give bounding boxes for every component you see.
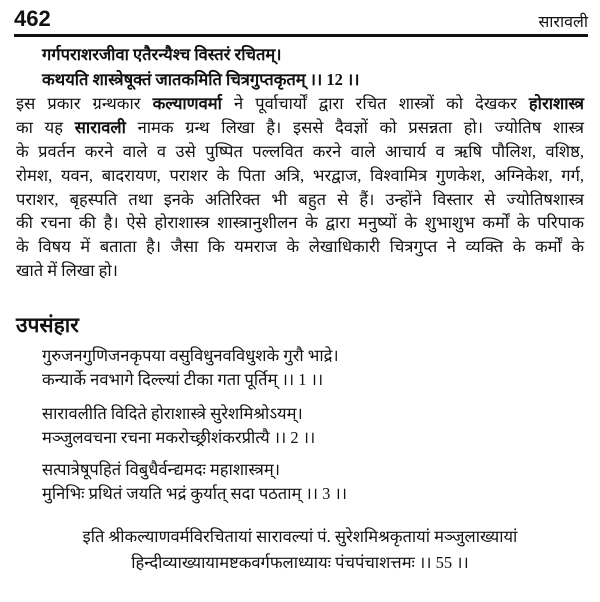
- paragraph-line: के विषय में बताता है। जैसा कि यमराज के लेखाधिकारी चित्रगुप्त ने व्यक्ति के कर्मों के: [16, 237, 584, 256]
- paragraph-line: इस प्रकार ग्रन्थकार कल्याणवर्मा ने पूर्वाचार्यों द्वारा रचित शास्त्रों को देखकर होराशास्त्र: [16, 94, 584, 113]
- verse-line: सत्पात्रेषूपहितं विबुधैर्वन्द्यमदः महाशास्त्रम्।: [42, 460, 280, 479]
- section-heading: उपसंहार: [16, 313, 79, 337]
- verse-line: कन्यार्के नवभागे दिल्ल्यां टीका गता पूर्तिम् ।। 1 ।।: [42, 370, 324, 389]
- paragraph-line: का यह सारावली नामक ग्रन्थ लिखा है। इससे दैवज्ञों को प्रसन्नता हो। ज्योतिष शास्त्र: [16, 118, 585, 137]
- verse-line: कथयति शास्त्रेषूक्तं जातकमिति चित्रगुप्तकृतम् ।। 12 ।।: [42, 70, 360, 89]
- running-title: सारावली: [538, 14, 588, 31]
- page-header: [14, 4, 588, 37]
- paragraph-line: खाते में लिखा हो।: [16, 261, 118, 280]
- verse-line: गुरुजनगुणिजनकृपया वसुविधुनवविधुशके गुरौ भाद्रे।: [42, 346, 339, 365]
- verse-line: गर्गपराशरजीवा एतैरन्यैश्च विस्तरं रचितम्।: [42, 45, 282, 64]
- paragraph-line: पराशर, बृहस्पति तथा इनके अतिरिक्त भी बहुत से हैं। उन्होंने विस्तार से ज्योतिषशास्त्र: [16, 190, 584, 209]
- verse-line: मञ्जुलवचना रचना मकरोच्छ्रीशंकरप्रीत्यै ।। 2 ।।: [42, 428, 316, 447]
- colophon-line: हिन्दीव्याख्यायामष्टकवर्गफलाध्यायः पंचपंचाशत्तमः ।। 55 ।।: [131, 553, 469, 572]
- verse-line: सारावलीति विदिते होराशास्त्रे सुरेशमिश्रोऽयम्।: [42, 404, 303, 423]
- colophon-line: इति श्रीकल्याणवर्मविरचितायां सारावल्यां पं. सुरेशमिश्रकृतायां मञ्जुलाख्यायां: [82, 527, 518, 546]
- page-number: 462: [14, 6, 51, 31]
- paragraph-line: रोमश, यवन, बादरायण, पराशर के पिता अत्रि, भरद्वाज, विश्वामित्र गुणकेश, अग्निकेश, गर्ग,: [16, 166, 584, 185]
- paragraph-line: के प्रवर्तन करने वाले व उसे पुष्पित पल्लवित करने वाले आचार्य व ऋषि पौलिश, वशिष्ठ,: [16, 142, 584, 161]
- verse-line: मुनिभिः प्रथितं जयति भद्रं कुर्यात् सदा पठताम् ।। 3 ।।: [42, 484, 347, 503]
- paragraph-line: की रचना की है। ऐसे होराशास्त्र शास्त्रानुशीलन के द्वारा मनुष्यों के शुभाशुभ कर्मों के परिपाक: [16, 213, 584, 232]
